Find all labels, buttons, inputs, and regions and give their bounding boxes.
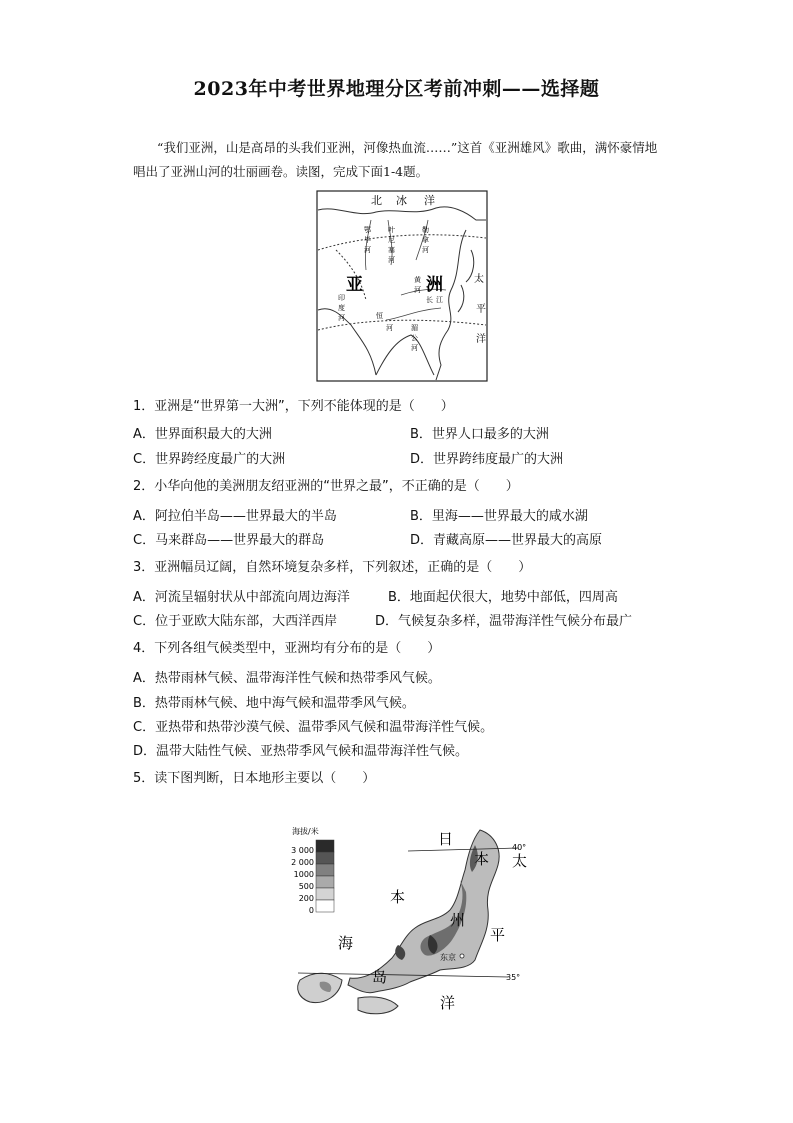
svg-text:洲: 洲 (426, 275, 443, 295)
question-1-option-b: B．世界人口最多的大洲 (410, 427, 549, 442)
ocean-label-tai: 太 (512, 852, 528, 870)
svg-text:湄: 湄 (411, 324, 418, 332)
svg-text:亚: 亚 (346, 275, 363, 295)
svg-text:太: 太 (474, 274, 484, 285)
island-label-dao: 岛 (372, 968, 388, 986)
question-2-option-b: B．里海——世界最大的咸水湖 (410, 509, 588, 524)
svg-text:河: 河 (364, 246, 371, 254)
island-label-ben: 本 (474, 850, 490, 868)
question-3-option-d: D．气候复杂多样，温带海洋性气候分布最广 (375, 614, 633, 629)
legend-title: 海拔/米 (292, 827, 319, 836)
svg-text:河: 河 (338, 314, 345, 322)
legend-value-200: 200 (298, 894, 314, 903)
svg-text:冰: 冰 (396, 194, 407, 207)
question-1-option-a: A．世界面积最大的大洲 (133, 427, 272, 442)
svg-text:洋: 洋 (476, 334, 486, 345)
svg-text:公: 公 (411, 334, 418, 342)
question-3-option-b: B．地面起伏很大，地势中部低，四周高 (388, 590, 618, 605)
svg-text:尼: 尼 (388, 236, 395, 244)
ocean-label-yang: 洋 (440, 994, 456, 1012)
svg-text:勒: 勒 (422, 226, 429, 234)
intro-paragraph: “我们亚洲，山是高昂的头我们亚洲，河像热血流……”这首《亚洲雄风》歌曲，满怀豪情地唱出了亚洲山河的壮丽画卷。读图，完成下面1-4题。 (133, 140, 658, 179)
svg-text:黄: 黄 (414, 276, 421, 284)
svg-text:塞: 塞 (388, 246, 395, 254)
svg-text:拿: 拿 (422, 236, 429, 244)
sea-label-hai: 海 (338, 934, 354, 952)
question-4-option-b: B．热带雨林气候、地中海气候和温带季风气候。 (133, 696, 415, 711)
island-label-zhou: 州 (450, 911, 466, 929)
svg-text:平: 平 (476, 304, 486, 315)
sea-label-ri: 日 (438, 830, 454, 848)
question-4-stem: 4．下列各组气候类型中，亚洲均有分布的是（ ） (133, 641, 441, 656)
question-3-option-c: C．位于亚欧大陆东部，大西洋西岸 (133, 614, 338, 629)
svg-text:河: 河 (414, 286, 421, 294)
question-2-option-d: D．青藏高原——世界最大的高原 (410, 533, 603, 548)
tokyo-label: 东京 (440, 953, 456, 962)
legend-value-500: 500 (298, 882, 314, 891)
svg-text:叶: 叶 (388, 226, 395, 234)
question-2-stem: 2．小华向他的美洲朋友绍亚洲的“世界之最”，不正确的是（ ） (133, 479, 519, 494)
question-3-stem: 3．亚洲幅员辽阔，自然环境复杂多样，下列叙述，正确的是（ ） (133, 560, 532, 575)
svg-text:恒: 恒 (376, 312, 383, 320)
legend-value-1000: 1000 (293, 870, 314, 879)
question-4-option-c: C．亚热带和热带沙漠气候、温带季风气候和温带海洋性气候。 (133, 720, 494, 735)
latitude-40-label: 40° (512, 843, 527, 852)
legend-value-2000: 2 000 (291, 858, 314, 867)
svg-text:河: 河 (422, 246, 429, 254)
question-4-option-a: A．热带雨林气候、温带海洋性气候和热带季风气候。 (133, 671, 441, 686)
svg-text:度: 度 (338, 304, 345, 312)
question-1-option-c: C．世界跨经度最广的大洲 (133, 452, 286, 467)
svg-text:长: 长 (426, 296, 433, 304)
svg-text:河: 河 (388, 256, 395, 264)
question-2-option-a: A．阿拉伯半岛——世界最大的半岛 (133, 509, 337, 524)
svg-text:河: 河 (386, 324, 393, 332)
question-4-option-d: D．温带大陆性气候、亚热带季风气候和温带海洋性气候。 (133, 744, 469, 759)
legend-value-0: 0 (308, 906, 314, 915)
ocean-label-ping: 平 (490, 926, 506, 944)
svg-text:毕: 毕 (364, 236, 371, 244)
question-5-stem: 5．读下图判断，日本地形主要以（ ） (133, 771, 376, 786)
svg-text:河: 河 (411, 344, 418, 352)
svg-text:北: 北 (371, 194, 382, 207)
svg-text:江: 江 (436, 296, 443, 304)
svg-text:洋: 洋 (424, 194, 435, 207)
sea-label-ben: 本 (390, 888, 406, 906)
latitude-35-label: 35° (506, 973, 521, 982)
page-title: 2023年中考世界地理分区考前冲刺——选择题 (193, 78, 600, 100)
svg-text:鄂: 鄂 (364, 226, 371, 234)
question-1-stem: 1．亚洲是“世界第一大洲”，下列不能体现的是（ ） (133, 399, 454, 414)
question-1-option-d: D．世界跨纬度最广的大洲 (410, 452, 564, 467)
tokyo-marker (460, 954, 464, 958)
svg-text:印: 印 (338, 294, 345, 302)
legend-value-3000: 3 000 (291, 846, 314, 855)
asia-map (316, 190, 488, 382)
question-3-option-a: A．河流呈辐射状从中部流向周边海洋 (133, 590, 350, 605)
question-2-option-c: C．马来群岛——世界最大的群岛 (133, 533, 325, 548)
japan-map (280, 820, 540, 1030)
